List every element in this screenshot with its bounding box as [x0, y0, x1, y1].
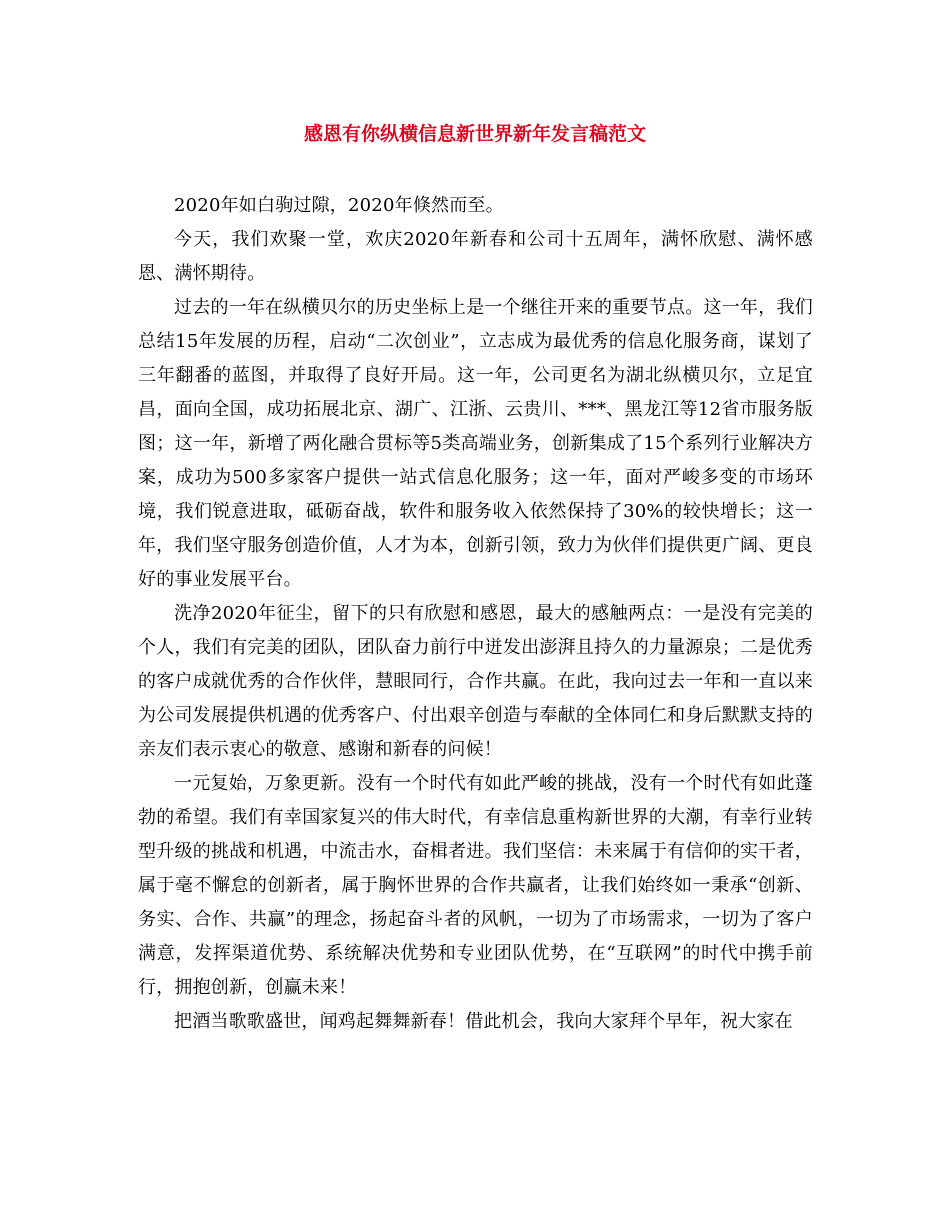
paragraph: 今天，我们欢聚一堂，欢庆2020年新春和公司十五周年，满怀欣慰、满怀感恩、满怀期待。	[138, 229, 813, 284]
paragraph: 过去的一年在纵横贝尔的历史坐标上是一个继往开来的重要节点。这一年，我们总结15年发展的历程，启动“二次创业”，立志成为最优秀的信息化服务商，谋划了三年翻番的蓝图，并取得了良好开局。这一年，公司更名为湖北纵横贝尔，立足宜昌，面向全国，成功拓展北京、湖广、江浙、云贵川、***、黑龙江等12省市服务版图；这一年，新增了两化融合贯标等5类高端业务，创新集成了15个系列行业解决方案，成功为500多家客户提供一站式信息化服务；这一年，面对严峻多变的市场环境，我们锐意进取，砥砺奋战，软件和服务收入依然保持了30%的较快增长；这一年，我们坚守服务创造价值，人才为本，创新引领，致力为伙伴们提供更广阔、更良好的事业发展平台。	[138, 297, 813, 590]
document-title: 感恩有你纵横信息新世界新年发言稿范文	[303, 123, 646, 145]
paragraph: 一元复始，万象更新。没有一个时代有如此严峻的挑战，没有一个时代有如此蓬勃的希望。我们有幸国家复兴的伟大时代，有幸信息重构新世界的大潮，有幸行业转型升级的挑战和机遇，中流击水，奋楫者进。我们坚信：未来属于有信仰的实干者，属于毫不懈怠的创新者，属于胸怀世界的合作共赢者，让我们始终如一秉承“创新、务实、合作、共赢”的理念，扬起奋斗者的风帆，一切为了市场需求，一切为了客户满意，发挥渠道优势、系统解决优势和专业团队优势，在“互联网”的时代中携手前行，拥抱创新，创赢未来！	[138, 773, 813, 998]
paragraph: 洗净2020年征尘，留下的只有欣慰和感恩，最大的感触两点：一是没有完美的个人，我们有完美的团队，团队奋力前行中迸发出澎湃且持久的力量源泉；二是优秀的客户成就优秀的合作伙伴，慧眼同行，合作共赢。在此，我向过去一年和一直以来为公司发展提供机遇的优秀客户、付出艰辛创造与奉献的全体同仁和身后默默支持的亲友们表示衷心的敬意、感谢和新春的问候！	[138, 603, 813, 760]
paragraph: 2020年如白驹过隙，2020年倏然而至。	[174, 195, 504, 216]
document-body	[138, 189, 813, 1039]
paragraph: 把酒当歌歌盛世，闻鸡起舞舞新春！借此机会，我向大家拜个早年，祝大家在	[174, 1011, 793, 1032]
